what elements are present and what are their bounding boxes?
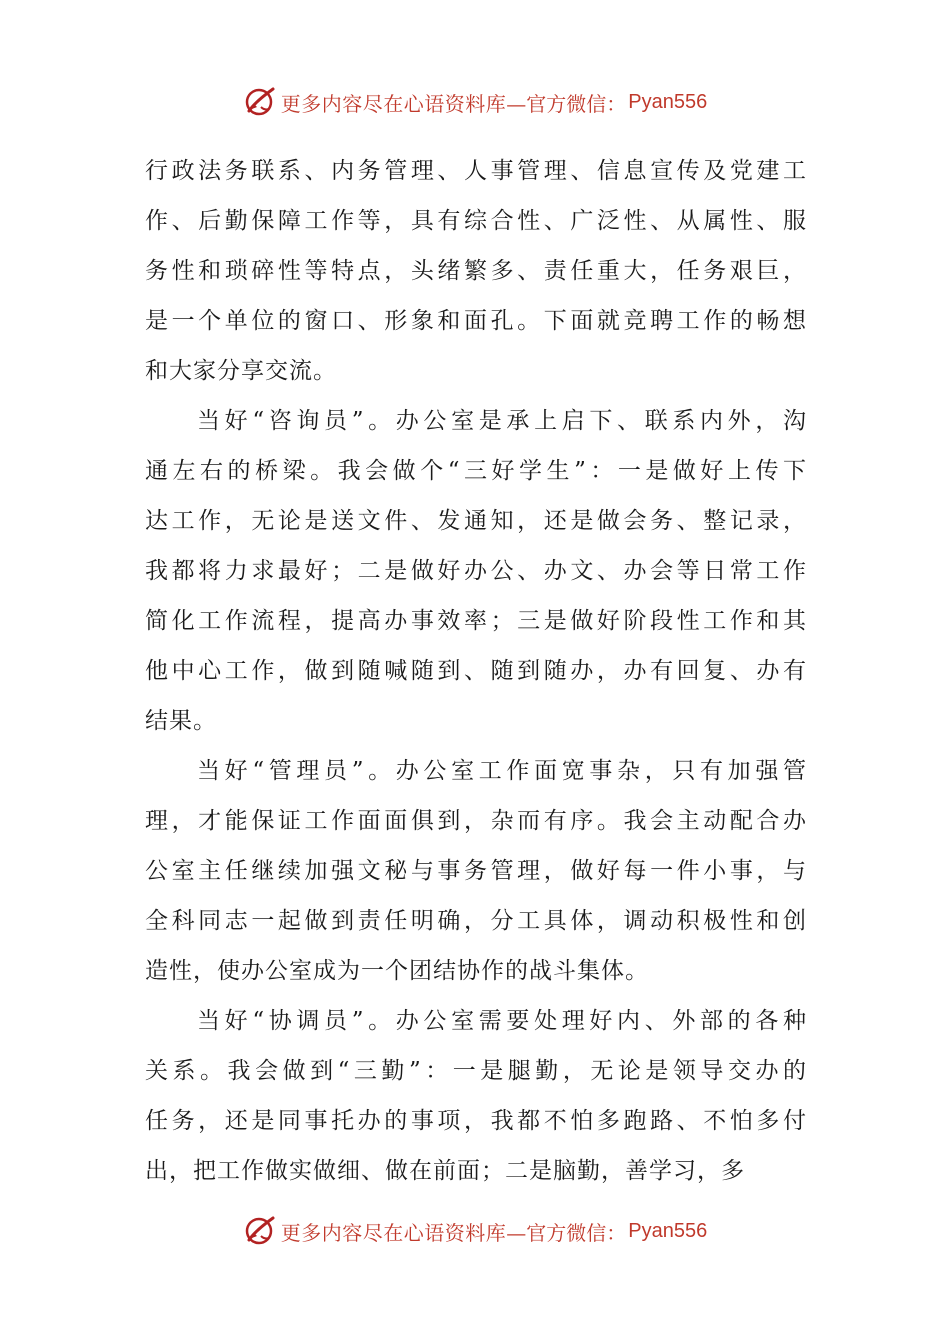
watermark-text: 更多内容尽在心语资料库 — [280, 91, 507, 116]
text-line: 结果。 — [145, 708, 217, 734]
watermark-separator: —官方微信： — [506, 1220, 627, 1245]
watermark-wechat-id: Pyan556 — [628, 1219, 708, 1242]
text-line: 全科同志一起做到责任明确，分工具体，调动积极性和创 — [145, 908, 807, 934]
paragraph — [145, 746, 807, 996]
text-line: 达工作，无论是送文件、发通知，还是做会务、整记录， — [145, 508, 807, 534]
text-line: 我都将力求最好；二是做好办公、办文、办会等日常工作 — [145, 558, 807, 584]
text-line: 造性，使办公室成为一个团结协作的战斗集体。 — [145, 958, 649, 984]
text-line: 行政法务联系、内务管理、人事管理、信息宣传及党建工 — [145, 158, 807, 184]
text-line: 理，才能保证工作面面俱到，杂而有序。我会主动配合办 — [145, 808, 807, 834]
watermark-text: 更多内容尽在心语资料库 — [280, 1220, 507, 1245]
text-line: 当好“咨询员”。办公室是承上启下、联系内外，沟 — [197, 408, 807, 434]
text-line: 公室主任继续加强文秘与事务管理，做好每一件小事，与 — [145, 858, 807, 884]
text-line: 和大家分享交流。 — [145, 358, 337, 384]
text-line: 出，把工作做实做细、做在前面；二是脑勤，善学习，多 — [145, 1158, 745, 1184]
document-body — [145, 146, 807, 1196]
paragraph — [145, 146, 807, 396]
text-line: 务性和琐碎性等特点，头绪繁多、责任重大，任务艰巨， — [145, 258, 807, 284]
pen-logo-icon — [243, 1214, 277, 1248]
text-line: 简化工作流程，提高办事效率；三是做好阶段性工作和其 — [145, 608, 807, 634]
text-line: 当好“管理员”。办公室工作面宽事杂，只有加强管 — [197, 758, 807, 784]
text-line: 通左右的桥梁。我会做个“三好学生”：一是做好上传下 — [145, 458, 807, 484]
paragraph — [145, 396, 807, 746]
text-line: 关系。我会做到“三勤”：一是腿勤，无论是领导交办的 — [145, 1058, 807, 1084]
watermark-separator: —官方微信： — [506, 91, 627, 116]
watermark-wechat-id: Pyan556 — [628, 90, 708, 113]
footer-watermark — [0, 1211, 950, 1251]
text-line: 是一个单位的窗口、形象和面孔。下面就竞聘工作的畅想 — [145, 308, 807, 334]
text-line: 当好“协调员”。办公室需要处理好内、外部的各种 — [197, 1008, 807, 1034]
text-line: 作、后勤保障工作等，具有综合性、广泛性、从属性、服 — [145, 208, 807, 234]
paragraph — [145, 996, 807, 1196]
text-line: 任务，还是同事托办的事项，我都不怕多跑路、不怕多付 — [145, 1108, 807, 1134]
text-line: 他中心工作，做到随喊随到、随到随办，办有回复、办有 — [145, 658, 807, 684]
pen-logo-icon — [243, 85, 277, 119]
header-watermark — [0, 82, 950, 122]
